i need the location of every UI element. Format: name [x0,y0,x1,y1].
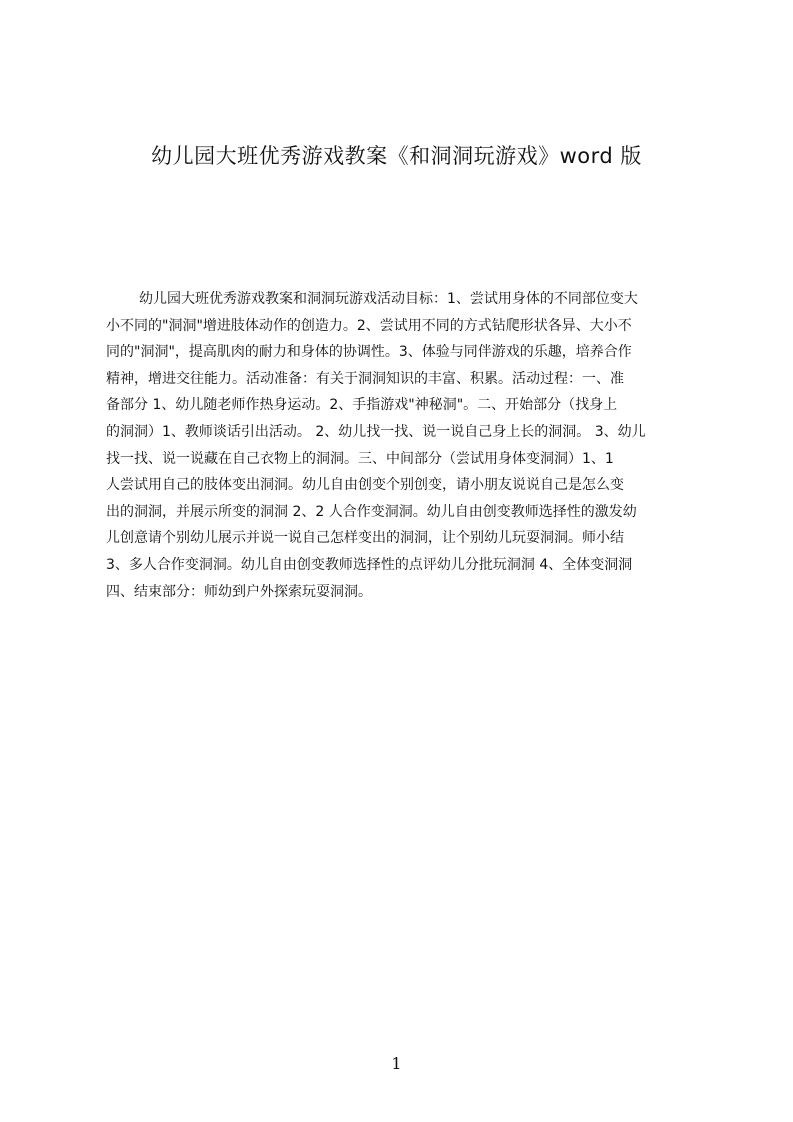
document-title: 幼儿园大班优秀游戏教案《和洞洞玩游戏》word 版 [151,144,642,168]
body-line: 的洞洞）1、教师谈话引出活动。 2、幼儿找一找、说一说自己身上长的洞洞。 3、幼儿 [106,423,646,440]
body-line: 四、结束部分：师幼到户外探索玩耍洞洞。 [106,583,372,600]
body-line: 找一找、说一说藏在自己衣物上的洞洞。三、中间部分（尝试用身体变洞洞）1、1 [106,450,614,467]
body-line: 出的洞洞，并展示所变的洞洞 2、2 人合作变洞洞。幼儿自由创变教师选择性的激发幼 [106,503,637,520]
body-line: 幼儿园大班优秀游戏教案和洞洞玩游戏活动目标：1、尝试用身体的不同部位变大 [139,291,638,307]
body-line: 同的"洞洞"，提高肌肉的耐力和身体的协调性。3、体验与同伴游戏的乐趣，培养合作 [106,344,632,361]
body-line: 小不同的"洞洞"增进肢体动作的创造力。2、尝试用不同的方式钻爬形状各异、大小不 [106,317,632,334]
body-line: 3、多人合作变洞洞。幼儿自由创变教师选择性的点评幼儿分批玩洞洞 4、全体变洞洞 [106,556,633,573]
document-body [106,286,696,626]
body-line: 儿创意请个别幼儿展示并说一说自己怎样变出的洞洞，让个别幼儿玩耍洞洞。师小结 [106,530,624,547]
body-line: 人尝试用自己的肢体变出洞洞。幼儿自由创变个别创变，请小朋友说说自己是怎么变 [106,477,624,494]
body-line: 备部分 1、幼儿随老师作热身运动。2、手指游戏"神秘洞"。二、开始部分（找身上 [106,397,618,414]
body-line: 精神，增进交往能力。活动准备：有关于洞洞知识的丰富、积累。活动过程：一、准 [106,370,624,387]
page-number: 1 [391,1054,402,1073]
